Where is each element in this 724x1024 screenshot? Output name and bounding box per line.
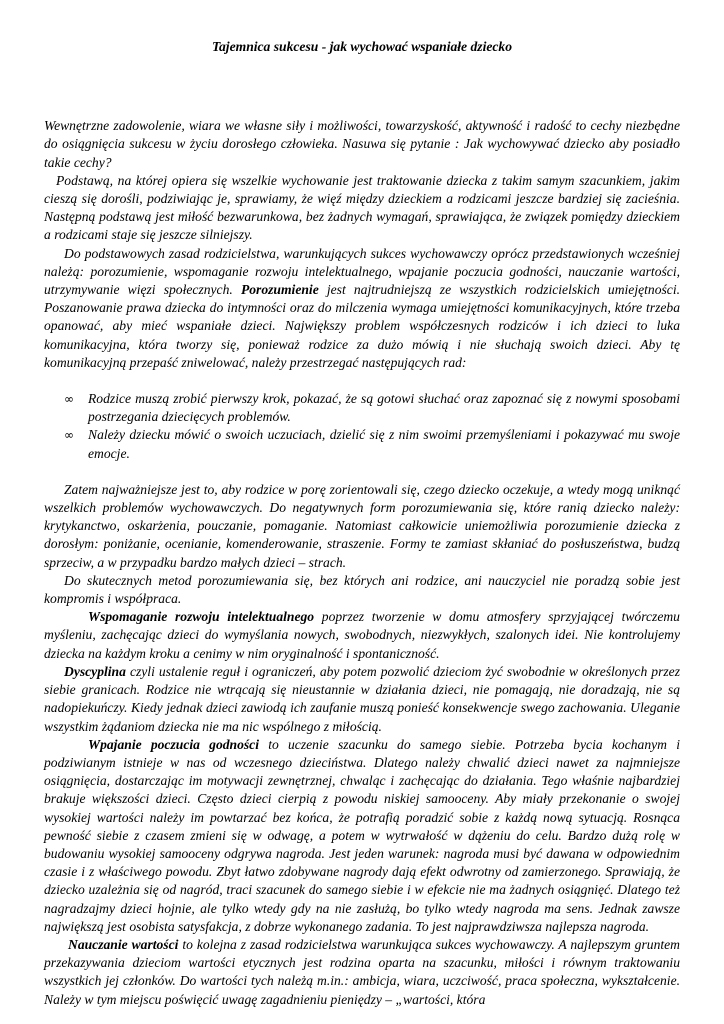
document-title: Tajemnica sukcesu - jak wychować wspaniałe dziecko xyxy=(211,39,513,54)
list-item xyxy=(64,390,680,426)
heading-dyscyplina: Dyscyplina xyxy=(64,663,126,679)
paragraph-expectations: Zatem najważniejsze jest to, aby rodzice w porę zorientowali się, czego dziecko oczekuje, a wtedy mogą uniknąć wszelkich problemów wychowawczych. Do negatywnych form porozumiewania się, które ranią dziecko należy: krytykanctwo, oskarżenia, pouczanie, pomaganie. Natomiast całkowicie uniemożliwia porozumienie dziecka z dorosłym: poniżanie, ocenianie, komenderowanie, straszenie. Formy te zamiast skłaniać do posłuszeństwa, budzą sprzeciw, a w przypadku bardzo małych dzieci – strach. xyxy=(44,481,680,570)
heading-wartosci: Nauczanie wartości xyxy=(68,936,179,952)
heading-godnosc: Wpajanie poczucia godności xyxy=(88,736,259,752)
porozumienie-text: jest najtrudniejszą ze wszystkich rodzicielskich umiejętności. Poszanowanie prawa dziecka do intymności oraz do milczenia wymaga umiejętności komunikacyjnych, które trzeba opanować, aby mieć wspaniałe dzieci. Największy problem współczesnych rodziców i ich dzieci to luka komunikacyjna, która tworzy się, ponieważ rodzice za dużo mówią i nie słuchają swoich dzieci. Aby tę komunikacyjną przepaść zniwelować, należy przestrzegać następujących rad: xyxy=(44,282,681,370)
godnosc-text: to uczenie szacunku do samego siebie. Potrzeba bycia kochanym i podziwianym istnieje w nas od wczesnego dzieciństwa. Dlatego należy chwalić dzieci nawet za najmniejsze osiągnięcia, dostarczając im motywacji zewnętrznej, chwaląc i zachęcając do działania. Tego właśnie najbardziej brakuje większości dzieci. Często dzieci cierpią z powodu niskiej samooceny. Aby miały przekonanie o swojej wysokiej wartości należy im powtarzać bez końca, że potrafią poradzić sobie z każdą nową sytuacją. Rosnąca pewność siebie z czasem zmieni się w odwagę, a potem w wytrwałość w dążeniu do celu. Bardzo dużą rolę w budowaniu wysokiej samooceny odgrywa nagroda. Jest jeden warunek: nagroda musi być dawana w odpowiednim czasie i z właściwego powodu. Zbyt łatwo zdobywane nagrody dają efekt odwrotny od zamierzonego. Sprawiają, że dziecko uzależnia się od nagród, traci szacunek do samego siebie i w efekcie nie ma żadnych osiągnięć. Dlatego też nagradzajmy dzieci hojnie, ale tylko wtedy gdy na nie zasłużą, bo tylko wtedy nagroda ma sens. Jednak zawsze największą jest osobista satysfakcja, z dobrze wykonanego zadania. To jest najprawdziwsza najlepsza nagroda. xyxy=(44,736,680,934)
list-item-text: Należy dziecku mówić o swoich uczuciach, dzielić się z nim swoimi przemyśleniami i pokazywać mu swoje emocje. xyxy=(88,427,680,461)
paragraph-principles xyxy=(44,245,680,372)
dyscyplina-text: czyli ustalenie reguł i ograniczeń, aby potem pozwolić dzieciom żyć swobodnie w określonych przez siebie granicach. Rodzice nie wtrącają się nieustannie w działania dzieci, nie pomagają, nie doradzają, nie są nadopiekuńczy. Kiedy jednak dzieci zawiodą ich zaufanie muszą ponieść konsekwencje swego zachowania. Uleganie wszystkim żądaniom dziecka nie ma nic wspólnego z miłością. xyxy=(44,663,680,734)
paragraph-intellectual xyxy=(44,608,680,663)
paragraph-methods: Do skutecznych metod porozumiewania się, bez których ani rodzice, ani nauczyciel nie poradzą sobie jest kompromis i współpraca. xyxy=(44,572,680,607)
heading-porozumienie: Porozumienie xyxy=(240,282,319,298)
principles-text: Do podstawowych zasad rodzicielstwa, warunkujących sukces wychowawczy oprócz przedstawionych wcześniej należą: porozumienie, wspomaganie rozwoju intelektualnego, wpajanie poczucia godności, nauczanie wartości, utrzymywanie więzi społecznych. xyxy=(44,245,680,298)
document-page xyxy=(44,38,680,1009)
infinity-bullet-icon: ∞ xyxy=(64,428,74,443)
paragraph-dignity xyxy=(44,736,680,936)
paragraph-intro: Wewnętrzne zadowolenie, wiara we własne siły i możliwości, towarzyskość, aktywność i radość to cechy niezbędne do osiągnięcia sukcesu w życiu dorosłego człowieka. Nasuwa się pytanie : Jak wychowywać dziecko aby posiadło takie cechy? xyxy=(44,118,680,170)
wartosci-text: to kolejna z zasad rodzicielstwa warunkująca sukces wychowawczy. A najlepszym gruntem przekazywania dzieciom wartości etycznych jest rodzina oparta na szacunku, miłości i równym traktowaniu wszystkich jej członków. Do wartości tych należą m.in.: ambicja, wiara, uczciwość, praca społeczna, wykształcenie. Należy w tym miejscu poświęcić uwagę zagadnieniu pieniędzy – „wartości, która xyxy=(44,936,680,1007)
heading-wspomaganie: Wspomaganie rozwoju intelektualnego xyxy=(88,609,315,625)
paragraph-values xyxy=(44,936,680,1009)
paragraph-foundations: Podstawą, na której opiera się wszelkie wychowanie jest traktowanie dziecka z takim samym szacunkiem, jakim cieszą się dorośli, podziwiając je, sprawiamy, że więź między dzieckiem a rodzicami jeszcze bardziej się zacieśnia. Następną podstawą jest miłość bezwarunkowa, bez żadnych wymagań, sprawiająca, że związek pomiędzy dzieckiem a rodzicami staje się jeszcze silniejszy. xyxy=(44,172,680,243)
advice-list xyxy=(44,390,680,463)
list-item-text: Rodzice muszą zrobić pierwszy krok, pokazać, że są gotowi słuchać oraz zapoznać się z nowymi sposobami postrzegania dziecięcych problemów. xyxy=(88,391,680,425)
infinity-bullet-icon: ∞ xyxy=(64,392,74,407)
wspomaganie-text: poprzez tworzenie w domu atmosfery sprzyjającej twórczemu myśleniu, zachęcając dzieci do wymyślania nowych, swobodnych, niezwykłych, szalonych idei. Nie kontrolujemy dziecka na każdym kroku a cenimy w nim oryginalność i spontaniczność. xyxy=(44,609,680,661)
list-item xyxy=(64,426,680,462)
paragraph-discipline xyxy=(44,663,680,736)
